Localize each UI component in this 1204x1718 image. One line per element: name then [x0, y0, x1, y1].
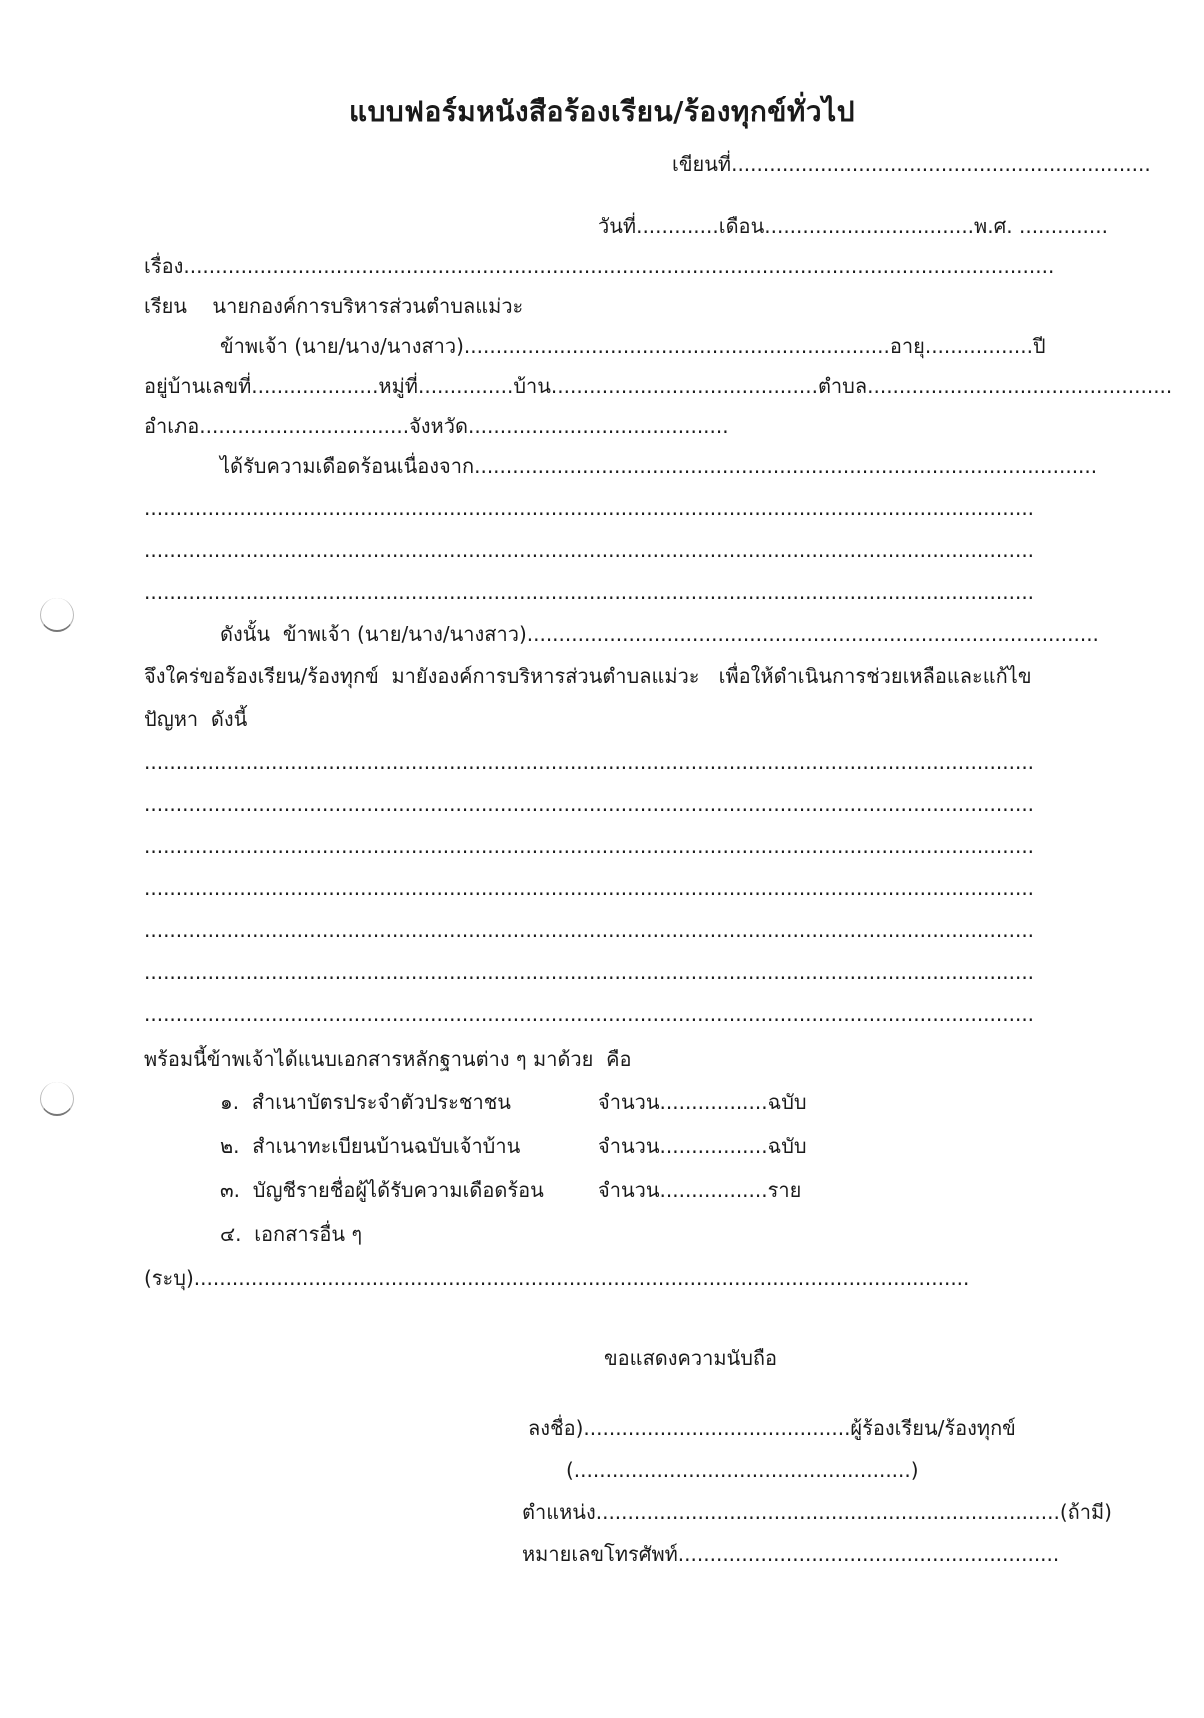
punch-hole [40, 1082, 74, 1116]
problem-line[interactable]: ............................................................................................................................................ [144, 750, 1035, 774]
subject-field[interactable]: เรื่อง......................................................................................................................................... [144, 254, 1055, 278]
attachments-intro: พร้อมนี้ข้าพเจ้าได้แนบเอกสารหลักฐานต่าง ๆ มาด้วย คือ [144, 1047, 632, 1071]
attachment-qty[interactable]: จำนวน.................ฉบับ [598, 1090, 807, 1114]
date-field[interactable]: วันที่.............เดือน.................................พ.ศ. .............. [598, 214, 1108, 238]
trouble-line[interactable]: ............................................................................................................................................ [144, 496, 1035, 520]
problem-label: ปัญหา ดังนี้ [144, 707, 248, 731]
problem-line[interactable]: ............................................................................................................................................ [144, 960, 1035, 984]
specify-field[interactable]: (ระบุ).......................................................................................................................... [144, 1266, 970, 1290]
attachment-label: ๓. บัญชีรายชื่อผู้ได้รับความเดือดร้อน [220, 1178, 544, 1202]
trouble-line[interactable]: ............................................................................................................................................ [144, 538, 1035, 562]
attachment-label: ๔. เอกสารอื่น ๆ [220, 1222, 363, 1246]
attachment-label: ๑. สำเนาบัตรประจำตัวประชาชน [220, 1090, 511, 1114]
attachment-qty[interactable]: จำนวน.................ฉบับ [598, 1134, 807, 1158]
punch-hole [40, 598, 74, 632]
problem-line[interactable]: ............................................................................................................................................ [144, 792, 1035, 816]
problem-line[interactable]: ............................................................................................................................................ [144, 918, 1035, 942]
attachment-label: ๒. สำเนาทะเบียนบ้านฉบับเจ้าบ้าน [220, 1134, 521, 1158]
signature-field[interactable]: ลงชื่อ)..........................................ผู้ร้องเรียน/ร้องทุกข์ [528, 1416, 1016, 1440]
address-field[interactable]: อยู่บ้านเลขที่....................หมู่ที่...............บ้าน..........................................ตำบล................................................ [144, 374, 1173, 398]
written-at-field[interactable]: เขียนที่.................................................................. [672, 152, 1151, 176]
closing-text: ขอแสดงความนับถือ [604, 1346, 778, 1370]
phone-field[interactable]: หมายเลขโทรศัพท์............................................................ [522, 1542, 1060, 1566]
problem-line[interactable]: ............................................................................................................................................ [144, 1002, 1035, 1026]
printed-name-field[interactable]: (.....................................................) [566, 1458, 919, 1482]
position-field[interactable]: ตำแหน่ง.........................................................................(ถ้ามี) [522, 1500, 1112, 1524]
district-field[interactable]: อำเภอ.................................จังหวัด......................................... [144, 414, 729, 438]
trouble-field[interactable]: ได้รับความเดือดร้อนเนื่องจาก.................................................................................................. [220, 454, 1098, 478]
trouble-line[interactable]: ............................................................................................................................................ [144, 580, 1035, 604]
form-title: แบบฟอร์มหนังสือร้องเรียน/ร้องทุกข์ทั่วไป [349, 95, 855, 128]
therefore-field[interactable]: ดังนั้น ข้าพเจ้า (นาย/นาง/นางสาว).......................................................................................... [220, 622, 1099, 646]
request-text: จึงใคร่ขอร้องเรียน/ร้องทุกข์ มายังองค์การบริหารส่วนตำบลแม่วะ เพื่อให้ดำเนินการช่วยเหลือและแก้ไข [144, 664, 1032, 688]
problem-line[interactable]: ............................................................................................................................................ [144, 876, 1035, 900]
recipient-line: เรียน นายกองค์การบริหารส่วนตำบลแม่วะ [144, 294, 524, 318]
attachment-qty[interactable]: จำนวน.................ราย [598, 1178, 802, 1202]
problem-line[interactable]: ............................................................................................................................................ [144, 834, 1035, 858]
applicant-field[interactable]: ข้าพเจ้า (นาย/นาง/นางสาว)...................................................................อายุ.................ปี [220, 334, 1046, 358]
